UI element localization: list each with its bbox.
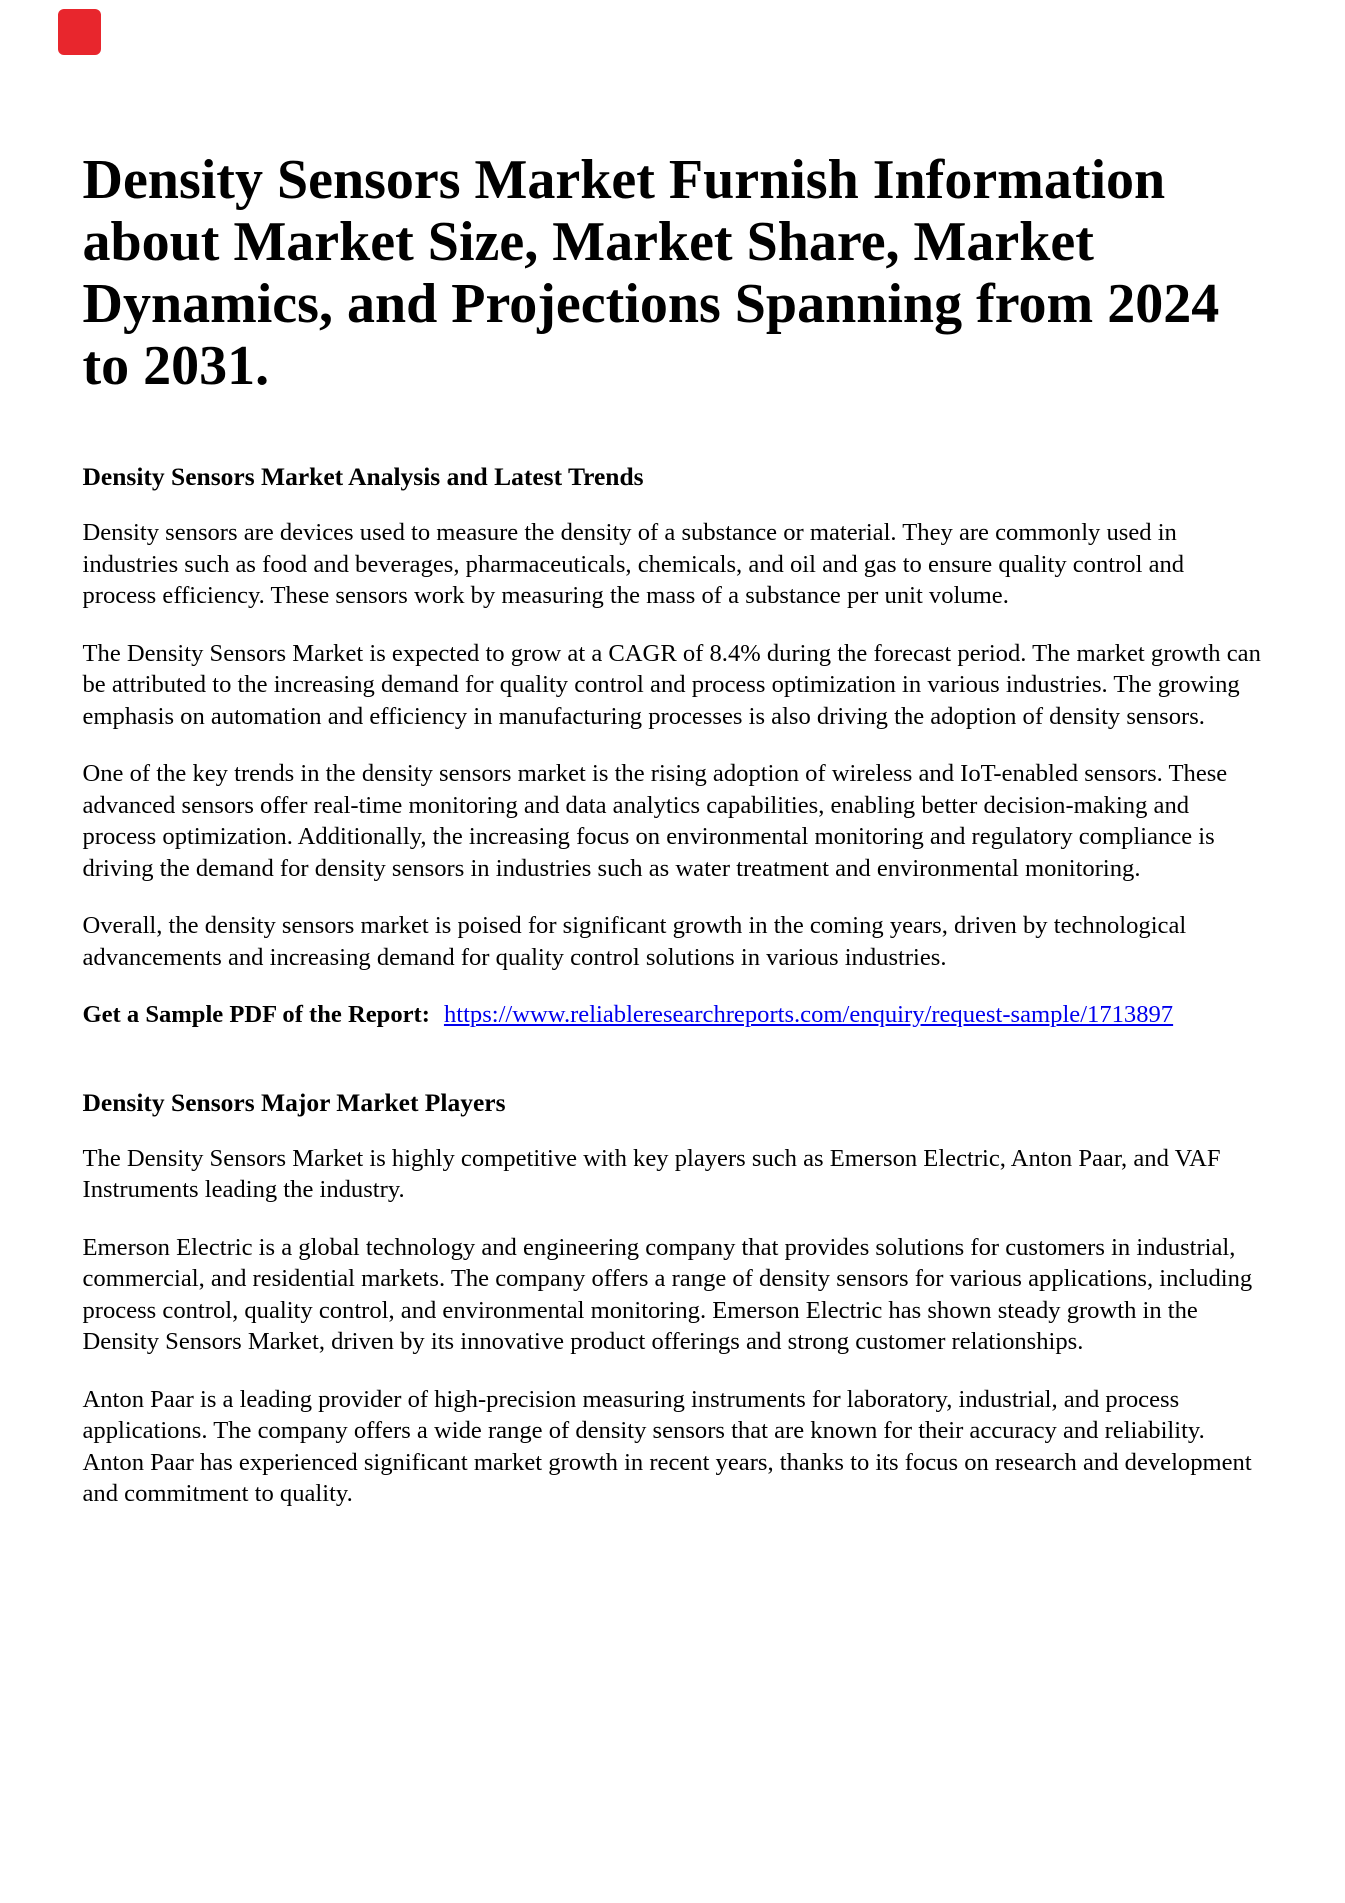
- players-paragraph-2: Emerson Electric is a global technology and engineering company that provides solutions for customers in industrial, commercial, and residential markets. The company offers a range of density sensors for various applications, including process control, quality control, and environmental monitoring. Emerson Electric has shown steady growth in the Density Sensors Market, driven by its innovative product offerings and strong customer relationships.: [82, 1233, 1253, 1355]
- sample-cta-line: [83, 999, 1263, 1031]
- brand-logo-icon: [58, 9, 101, 55]
- trends-paragraph-2: The Density Sensors Market is expected to grow at a CAGR of 8.4% during the forecast period. The market growth can be attributed to the increasing demand for quality control and process optimization in various industries. The growing emphasis on automation and efficiency in manufacturing processes is also driving the adoption of density sensors.: [82, 639, 1261, 730]
- trends-paragraph-1: Density sensors are devices used to measure the density of a substance or material. They are commonly used in industries such as food and beverages, pharmaceuticals, chemicals, and oil and gas to ensure quality control and process efficiency. These sensors work by measuring the mass of a substance per unit volume.: [82, 519, 1185, 609]
- sample-report-link[interactable]: https://www.reliableresearchreports.com/enquiry/request-sample/1713897: [443, 1001, 1174, 1028]
- players-paragraph-3: Anton Paar is a leading provider of high-precision measuring instruments for laboratory, industrial, and process applications. The company offers a wide range of density sensors that are known for their accuracy and reliability. Anton Paar has experienced significant market growth in recent years, thanks to its focus on research and development and commitment to quality.: [82, 1385, 1252, 1507]
- section-heading-trends: Density Sensors Market Analysis and Latest Trends: [82, 462, 644, 491]
- section-heading-players: Density Sensors Major Market Players: [82, 1087, 506, 1117]
- sample-cta-label: Get a Sample PDF of the Report:: [82, 1001, 430, 1028]
- trends-paragraph-4: Overall, the density sensors market is poised for significant growth in the coming years, driven by technological advancements and increasing demand for quality control solutions in various industries.: [82, 912, 1187, 971]
- document-page: [83, 0, 1263, 1510]
- page-title: Density Sensors Market Furnish Information about Market Size, Market Share, Market Dynamics, and Projections Spanning from 2024 to 2031.: [82, 149, 1220, 397]
- players-paragraph-1: The Density Sensors Market is highly competitive with key players such as Emerson Electric, Anton Paar, and VAF Instruments leading the industry.: [82, 1144, 1221, 1203]
- trends-paragraph-3: One of the key trends in the density sensors market is the rising adoption of wireless and IoT-enabled sensors. These advanced sensors offer real-time monitoring and data analytics capabilities, enabling better decision-making and process optimization. Additionally, the increasing focus on environmental monitoring and regulatory compliance is driving the demand for density sensors in industries such as water treatment and environmental monitoring.: [82, 760, 1228, 882]
